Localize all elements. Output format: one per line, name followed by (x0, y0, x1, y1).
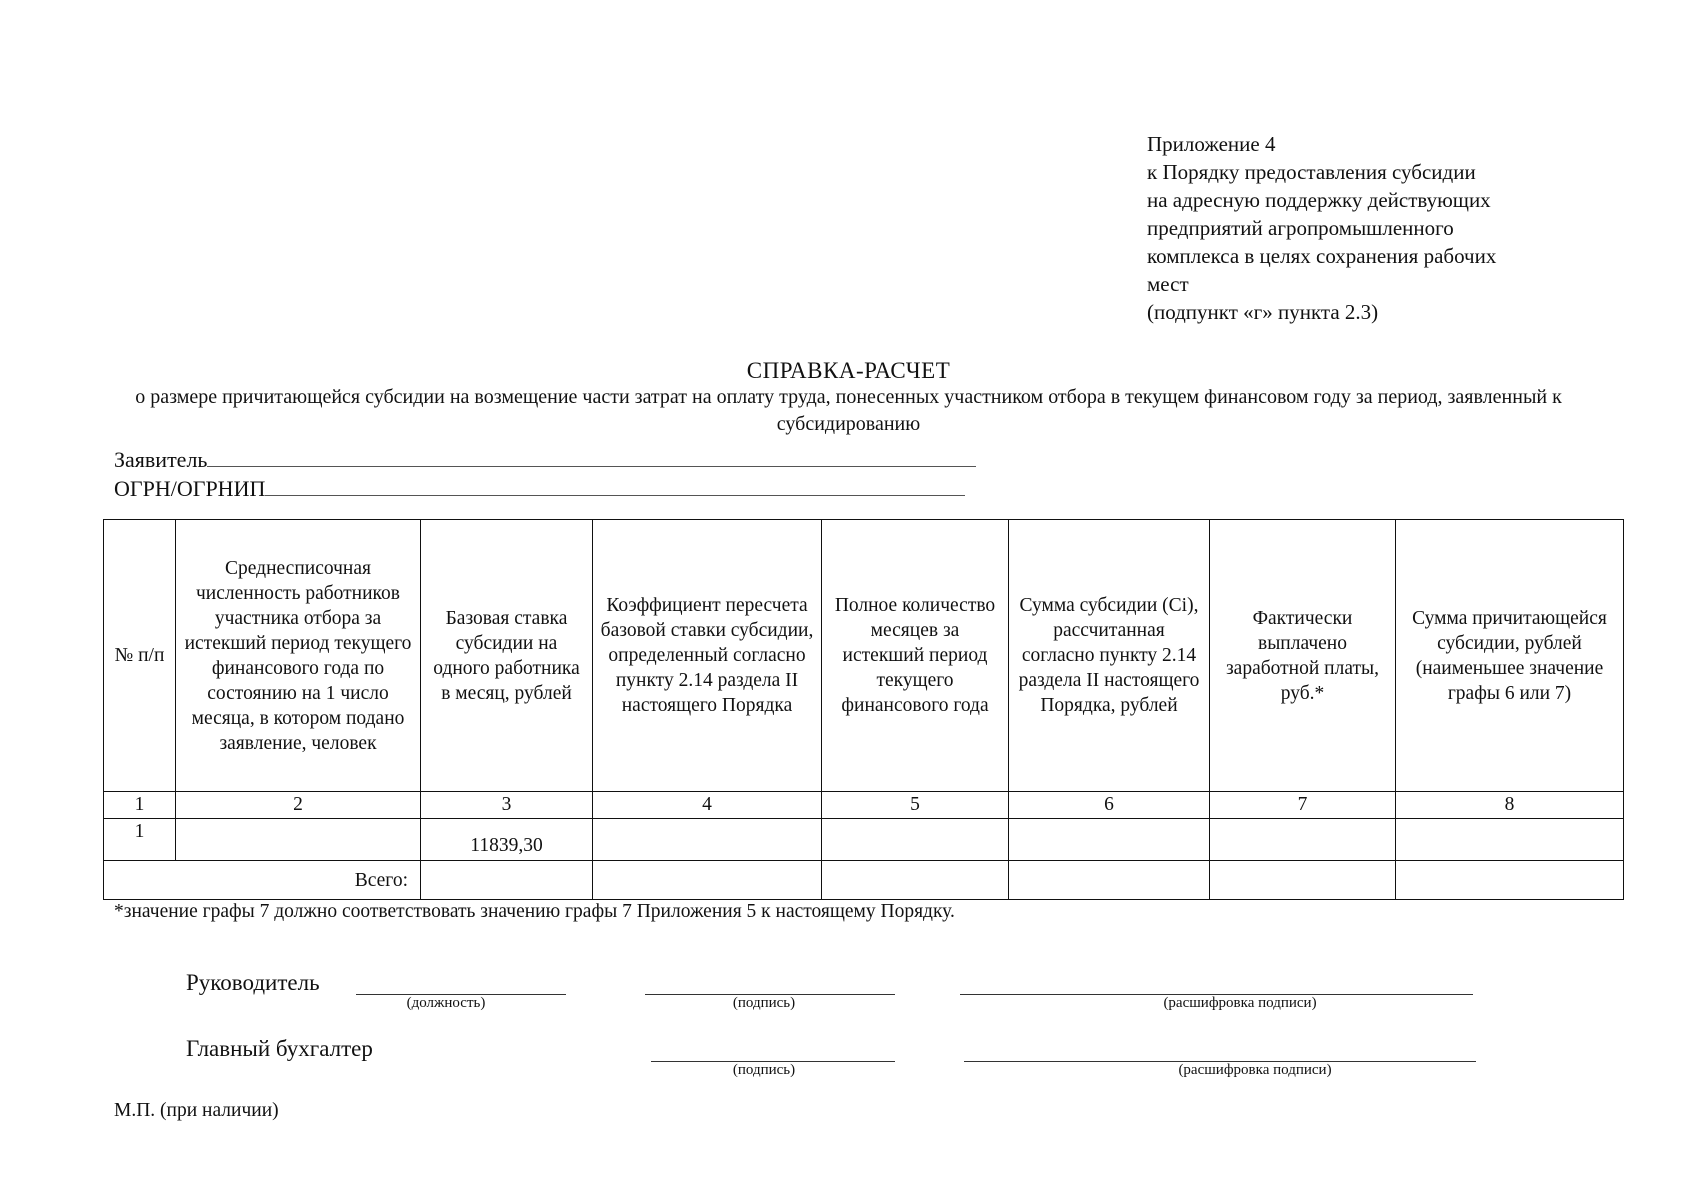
employees-cell[interactable] (176, 819, 421, 861)
ogrn-field[interactable] (114, 473, 965, 502)
signature-caption: (подпись) (732, 995, 796, 1011)
total-cell[interactable] (822, 861, 1009, 900)
decoding-caption: (расшифровка подписи) (1163, 995, 1317, 1011)
header-cell: Базовая ставка субсидии на одного работника в месяц, рублей (421, 520, 593, 792)
document-subtitle: о размере причитающейся субсидии на возмещение части затрат на оплату труда, понесенных участником отбора в текущем финансовом году за период, заявленный к субсидированию (135, 386, 1562, 435)
header-cell: № п/п (104, 520, 176, 792)
header-cell: Сумма причитающейся субсидии, рублей (наименьшее значение графы 6 или 7) (1396, 520, 1624, 792)
header-cell: Коэффициент пересчета базовой ставки субсидии, определенный согласно пункту 2.14 раздела II настоящего Порядка (593, 520, 822, 792)
footnote: *значение графы 7 должно соответствовать значению графы 7 Приложения 5 к настоящему Порядку. (114, 901, 955, 922)
accountant-label: Главный бухгалтер (186, 1036, 373, 1061)
applicant-field[interactable] (114, 444, 976, 473)
subsidy-sum-cell[interactable] (1009, 819, 1210, 861)
column-number-cell: 5 (822, 792, 1009, 819)
due-subsidy-cell[interactable] (1396, 819, 1624, 861)
total-cell[interactable] (593, 861, 822, 900)
header-cell: Среднесписочная численность работников участника отбора за истекший период текущего финансового года по состоянию на 1 число месяца, в котором подано заявление, человек (176, 520, 421, 792)
column-number-cell: 2 (176, 792, 421, 819)
months-cell[interactable] (822, 819, 1009, 861)
signature-caption: (подпись) (732, 1062, 796, 1078)
table-header-row (104, 520, 1624, 792)
calculation-table (103, 519, 1624, 900)
head-label: Руководитель (186, 970, 320, 995)
column-number-cell: 8 (1396, 792, 1624, 819)
header-cell: Фактически выплачено заработной платы, руб.* (1210, 520, 1396, 792)
total-label: Всего: (104, 861, 421, 900)
coefficient-cell[interactable] (593, 819, 822, 861)
column-number-cell: 1 (104, 792, 176, 819)
ogrn-label: ОГРН/ОГРНИП (114, 476, 266, 501)
stamp-place: М.П. (при наличии) (114, 1100, 279, 1121)
document-title: СПРАВКА-РАСЧЕТ (746, 358, 951, 383)
total-row (104, 861, 1624, 900)
applicant-input-line[interactable] (207, 444, 976, 467)
column-number-row (104, 792, 1624, 819)
column-number-cell: 3 (421, 792, 593, 819)
appendix-note: Приложение 4 к Порядку предоставления субсидии на адресную поддержку действующих предприятий агропромышленного комплекса в целях сохранения рабочих мест (подпункт «г» пункта 2.3) (1147, 132, 1497, 324)
total-cell[interactable] (1210, 861, 1396, 900)
column-number-cell: 6 (1009, 792, 1210, 819)
column-number-cell: 7 (1210, 792, 1396, 819)
paid-salary-cell[interactable] (1210, 819, 1396, 861)
column-number-cell: 4 (593, 792, 822, 819)
table-row (104, 819, 1624, 861)
decoding-caption: (расшифровка подписи) (1178, 1062, 1332, 1078)
total-cell[interactable] (1396, 861, 1624, 900)
row-number-cell: 1 (104, 819, 176, 861)
base-rate-cell: 11839,30 (421, 819, 593, 861)
applicant-label: Заявитель (114, 447, 208, 472)
position-caption: (должность) (406, 995, 486, 1011)
header-cell: Полное количество месяцев за истекший период текущего финансового года (822, 520, 1009, 792)
header-cell: Сумма субсидии (Ci), рассчитанная согласно пункту 2.14 раздела II настоящего Порядка, рублей (1009, 520, 1210, 792)
ogrn-input-line[interactable] (265, 473, 965, 496)
total-cell[interactable] (421, 861, 593, 900)
total-cell[interactable] (1009, 861, 1210, 900)
